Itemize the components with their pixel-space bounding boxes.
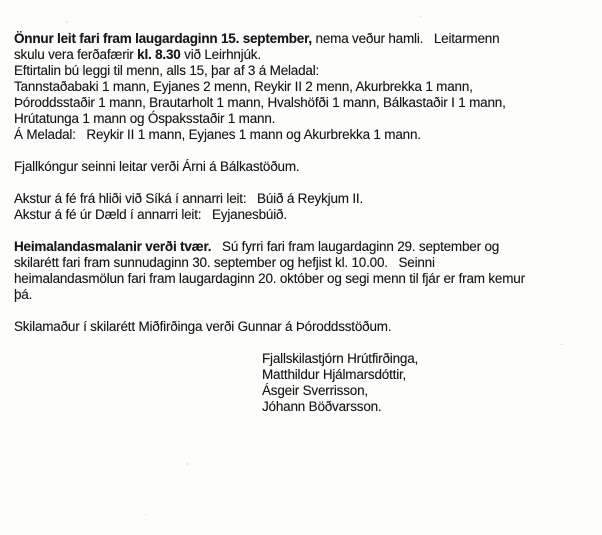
text-line xyxy=(262,367,588,383)
text-line xyxy=(14,191,588,207)
text-run: Akstur á fé frá hliði við Síká í annarri leit: Búið á Reykjum II. xyxy=(14,191,363,206)
text-run: Önnur leit fari fram laugardaginn 15. september, xyxy=(14,31,312,46)
text-run: Sú fyrri fari fram laugardaginn 29. september og xyxy=(211,239,500,254)
scan-speck xyxy=(66,21,68,23)
text-line xyxy=(14,63,588,79)
para-fjallkongur xyxy=(14,159,588,175)
text-run: Hrútatunga 1 mann og Óspaksstaðir 1 mann. xyxy=(14,111,276,126)
text-run: skulu vera ferðafærir xyxy=(14,47,138,62)
text-run: Þóroddsstaðir 1 mann, Brautarholt 1 mann, Hvalshöfði 1 mann, Bálkastaðir I 1 mann, xyxy=(14,95,506,110)
text-line xyxy=(14,287,588,303)
para-skilamadur xyxy=(14,319,588,335)
text-line xyxy=(14,47,588,63)
scan-speck xyxy=(186,463,188,465)
text-run: Tannstaðabaki 1 mann, Eyjanes 2 menn, Reykir II 2 menn, Akurbrekka 1 mann, xyxy=(14,79,473,94)
text-line xyxy=(14,207,588,223)
signature-block xyxy=(262,351,588,415)
text-line xyxy=(14,271,588,287)
text-run: Ásgeir Sverrisson, xyxy=(262,383,368,398)
text-line xyxy=(14,127,588,143)
text-run: við Leirhnjúk. xyxy=(180,47,261,62)
text-line xyxy=(14,95,588,111)
text-run: skilarétt fari fram sunnudaginn 30. september og hefjist kl. 10.00. Seinni xyxy=(14,255,435,270)
text-run: heimalandasmölun fari fram laugardaginn 20. október og segi menn til fjár er fram kemur xyxy=(14,271,525,286)
scan-speck xyxy=(420,16,422,17)
scan-speck xyxy=(145,514,147,515)
text-line xyxy=(14,79,588,95)
text-run: Matthildur Hjálmarsdóttir, xyxy=(262,367,407,382)
text-run: Jóhann Böðvarsson. xyxy=(262,399,382,414)
text-line xyxy=(14,319,588,335)
scan-speck xyxy=(560,344,563,345)
text-run: Fjallskilastjórn Hrútfirðinga, xyxy=(262,351,419,366)
text-run: Eftirtalin bú leggi til menn, alls 15, þar af 3 á Meladal: xyxy=(14,63,320,78)
para-akstur xyxy=(14,191,588,223)
text-run: nema veður hamli. Leitarmenn xyxy=(311,31,500,46)
text-run: Skilamaður í skilarétt Miðfirðinga verði Gunnar á Þóroddsstöðum. xyxy=(14,319,392,334)
text-line xyxy=(262,399,588,415)
text-run: Heimalandasmalanir verði tvær. xyxy=(14,239,212,254)
text-run: Fjallkóngur seinni leitar verði Árni á Bálkastöðum. xyxy=(14,159,300,174)
para-second-search xyxy=(14,31,588,143)
text-line xyxy=(14,111,588,127)
para-heimalandasmalanir xyxy=(14,239,588,303)
text-run: þá. xyxy=(14,287,33,302)
text-line xyxy=(262,351,588,367)
text-line xyxy=(14,159,588,175)
text-line xyxy=(14,31,588,47)
text-run: kl. 8.30 xyxy=(137,47,181,62)
text-line xyxy=(14,239,588,255)
text-run: Akstur á fé úr Dæld í annarri leit: Eyjanesbúið. xyxy=(14,207,287,222)
text-run: Á Meladal: Reykir II 1 mann, Eyjanes 1 mann og Akurbrekka 1 mann. xyxy=(14,127,421,142)
text-line xyxy=(262,383,588,399)
text-line xyxy=(14,255,588,271)
